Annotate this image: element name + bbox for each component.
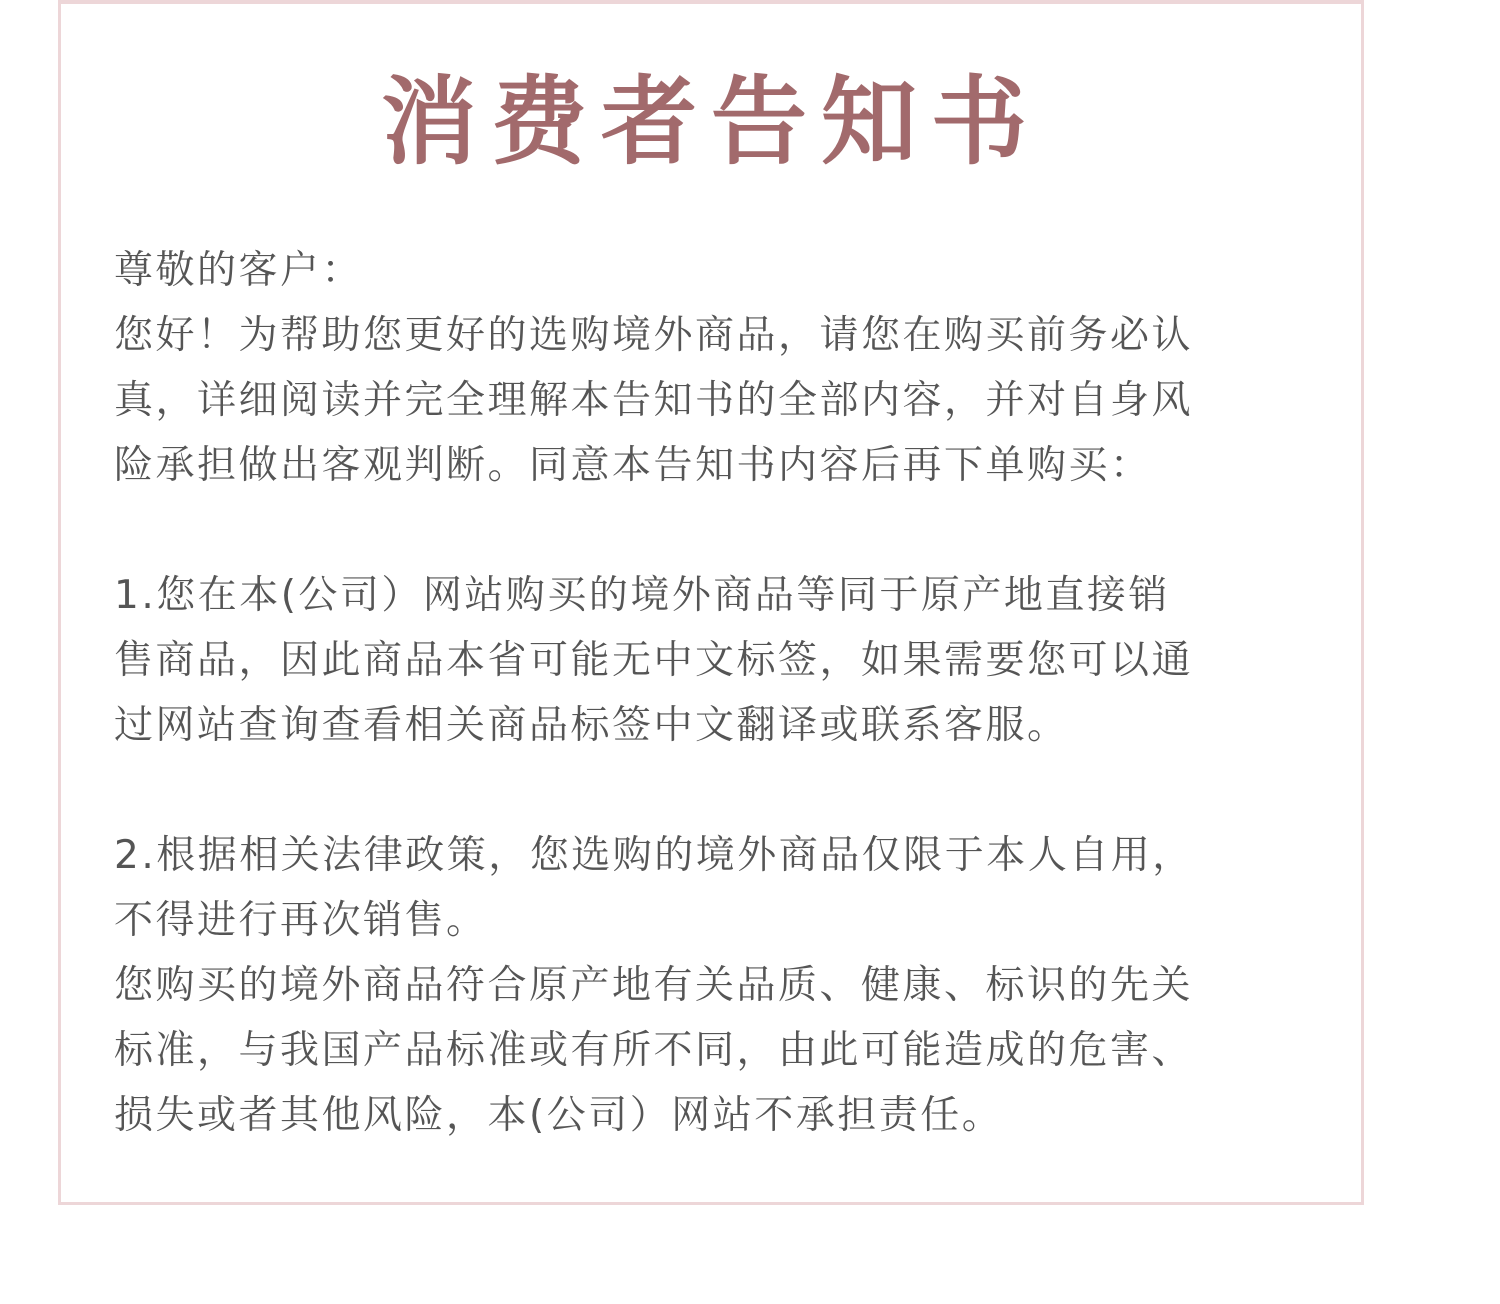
item-2-paragraph: 2.根据相关法律政策，您选购的境外商品仅限于本人自用， 不得进行再次销售。	[114, 833, 1194, 943]
notice-body	[114, 238, 1314, 1148]
paragraph-spacer	[114, 758, 1314, 823]
intro-paragraph: 您好！为帮助您更好的选购境外商品，请您在购买前务必认 真，详细阅读并完全理解本告知书的全部内容，并对自身风 险承担做出客观判断。同意本告知书内容后再下单购买：	[114, 313, 1194, 488]
item-2-detail-paragraph: 您购买的境外商品符合原产地有关品质、健康、标识的先关 标准，与我国产品标准或有所不同，由此可能造成的危害、 损失或者其他风险，本(公司）网站不承担责任。	[114, 963, 1194, 1138]
paragraph-spacer	[114, 498, 1314, 563]
greeting-text: 尊敬的客户：	[114, 248, 364, 293]
item-1-paragraph: 1.您在本(公司）网站购买的境外商品等同于原产地直接销 售商品，因此商品本省可能无中文标签，如果需要您可以通 过网站查询查看相关商品标签中文翻译或联系客服。	[114, 573, 1194, 748]
page-title: 消费者告知书	[381, 65, 1041, 178]
